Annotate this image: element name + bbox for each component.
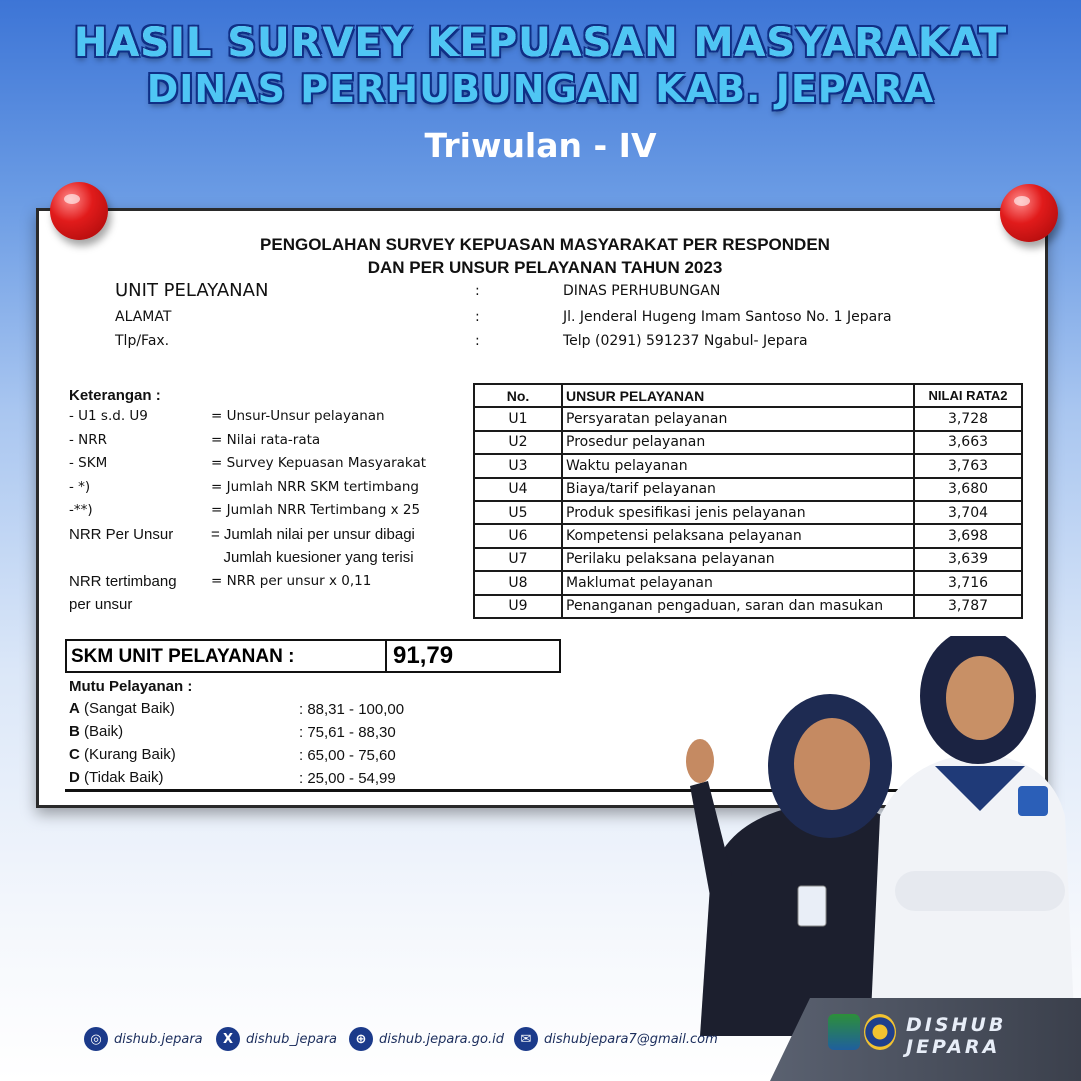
cell-unsur: Waktu pelayanan	[562, 454, 914, 477]
cell-no: U6	[474, 524, 562, 547]
mail-icon: ✉	[514, 1027, 538, 1051]
legend-def: = Nilai rata-rata	[211, 431, 321, 448]
legend-item	[69, 408, 385, 432]
table-row	[474, 548, 1022, 571]
legend-term: NRR tertimbang	[69, 572, 177, 590]
table-row	[474, 407, 1022, 430]
officer-right-crossed-arms	[895, 871, 1065, 911]
globe-icon: ⊕	[349, 1027, 373, 1051]
cell-no: U8	[474, 571, 562, 594]
table-row	[474, 501, 1022, 524]
mutu-title: Mutu Pelayanan :	[69, 678, 193, 695]
badge-icon	[1018, 786, 1048, 816]
mutu-desc: (Baik)	[79, 723, 124, 740]
legend-item	[69, 525, 415, 550]
id-card-icon	[798, 886, 826, 926]
table-row	[474, 478, 1022, 501]
cell-unsur: Biaya/tarif pelayanan	[562, 478, 914, 501]
header-nilai: NILAI RATA2	[914, 384, 1022, 407]
mutu-desc: (Tidak Baik)	[79, 769, 164, 786]
mutu-range: : 88,31 - 100,00	[299, 701, 405, 718]
title-line-1: HASIL SURVEY KEPUASAN MASYARAKAT	[73, 20, 1008, 66]
legend-item	[69, 572, 372, 597]
mutu-desc: (Sangat Baik)	[79, 700, 175, 717]
table-row	[474, 571, 1022, 594]
info-colon: :	[475, 309, 480, 325]
header-unsur: UNSUR PELAYANAN	[562, 384, 914, 407]
skm-value: 91,79	[393, 642, 454, 669]
x-handle[interactable]: dishub_jepara	[246, 1031, 338, 1047]
legend-title: Keterangan :	[69, 387, 161, 404]
cell-unsur: Persyaratan pelayanan	[562, 407, 914, 430]
mutu-range: : 25,00 - 54,99	[299, 770, 396, 787]
skm-result-box	[65, 639, 561, 673]
legend-def: = Unsur-Unsur pelayanan	[211, 408, 385, 424]
mutu-item	[69, 723, 396, 746]
unsur-table	[473, 383, 1023, 619]
dishub-emblem-icon	[864, 1014, 896, 1050]
title-line-2: DINAS PERHUBUNGAN KAB. JEPARA	[146, 67, 935, 111]
skm-divider	[385, 641, 387, 671]
info-colon: :	[475, 333, 480, 349]
mutu-item	[69, 700, 405, 723]
skm-label: SKM UNIT PELAYANAN :	[71, 646, 295, 667]
cell-no: U5	[474, 501, 562, 524]
info-label: Tlp/Fax.	[115, 333, 170, 349]
mutu-grade: A	[69, 700, 80, 717]
cell-unsur: Kompetensi pelaksana pelayanan	[562, 524, 914, 547]
mutu-grade: C	[69, 746, 80, 763]
pushpin-right-icon	[1000, 184, 1058, 242]
legend-term: per unsur	[69, 596, 133, 613]
officer-left-hand	[686, 739, 714, 783]
header-no: No.	[474, 384, 562, 407]
footer-website[interactable]	[349, 1026, 504, 1052]
jepara-emblem-icon	[828, 1014, 860, 1050]
legend-def: = Jumlah NRR SKM tertimbang	[211, 478, 419, 495]
document-heading	[39, 233, 1051, 279]
cell-nilai: 3,663	[914, 431, 1022, 454]
heading-line-2: DAN PER UNSUR PELAYANAN TAHUN 2023	[367, 258, 723, 277]
pushpin-left-icon	[50, 182, 108, 240]
instagram-handle[interactable]: dishub.jepara	[114, 1031, 203, 1047]
legend-term: NRR Per Unsur	[69, 525, 174, 543]
mutu-grade: D	[69, 769, 80, 786]
table-row	[474, 524, 1022, 547]
legend-term: - U1 s.d. U9	[69, 408, 148, 424]
cell-no: U2	[474, 431, 562, 454]
cell-nilai: 3,639	[914, 548, 1022, 571]
cell-no: U4	[474, 478, 562, 501]
officers-illustration	[680, 636, 1080, 1036]
cell-nilai: 3,680	[914, 478, 1022, 501]
info-colon: :	[475, 283, 480, 299]
legend	[69, 387, 427, 620]
legend-def: Jumlah kuesioner yang terisi	[211, 549, 414, 566]
cell-nilai: 3,716	[914, 571, 1022, 594]
table-row	[474, 595, 1022, 618]
mutu-range: : 75,61 - 88,30	[299, 724, 396, 741]
email-address[interactable]: dishubjepara7@gmail.com	[544, 1031, 718, 1047]
info-value: Telp (0291) 591237 Ngabul- Jepara	[563, 333, 808, 349]
footer-x[interactable]	[216, 1026, 337, 1052]
heading-line-1: PENGOLAHAN SURVEY KEPUASAN MASYARAKAT PER RESPONDEN	[260, 235, 830, 254]
mutu-range: : 65,00 - 75,60	[299, 747, 396, 764]
cell-nilai: 3,787	[914, 595, 1022, 618]
cell-no: U3	[474, 454, 562, 477]
table-row	[474, 431, 1022, 454]
instagram-icon: ◎	[84, 1027, 108, 1051]
brand-wordmark	[906, 1014, 1046, 1058]
info-value: Jl. Jenderal Hugeng Imam Santoso No. 1 Jepara	[563, 309, 892, 325]
legend-term: - SKM	[69, 455, 108, 471]
legend-def: = NRR per unsur x 0,11	[211, 572, 372, 589]
x-icon: X	[216, 1027, 240, 1051]
legend-item	[69, 431, 321, 456]
cell-nilai: 3,728	[914, 407, 1022, 430]
cell-unsur: Produk spesifikasi jenis pelayanan	[562, 501, 914, 524]
cell-unsur: Penanganan pengaduan, saran dan masukan	[562, 595, 914, 618]
subtitle: Triwulan - IV	[424, 126, 657, 165]
legend-item	[69, 549, 414, 573]
legend-item	[69, 455, 427, 479]
info-label: UNIT PELAYANAN	[115, 280, 269, 301]
table-header-row	[474, 384, 1022, 407]
mutu-item	[69, 746, 396, 769]
cell-nilai: 3,763	[914, 454, 1022, 477]
footer-email[interactable]	[514, 1026, 718, 1052]
table-row	[474, 454, 1022, 477]
legend-term: - *)	[69, 478, 91, 495]
officer-left-arm	[690, 781, 732, 896]
officer-right-face	[946, 656, 1014, 740]
info-value: DINAS PERHUBUNGAN	[563, 283, 721, 299]
footer-instagram[interactable]	[84, 1026, 203, 1052]
cell-no: U9	[474, 595, 562, 618]
website-url[interactable]: dishub.jepara.go.id	[379, 1031, 504, 1047]
legend-item	[69, 478, 419, 503]
mutu-grade: B	[69, 723, 80, 740]
cell-no: U7	[474, 548, 562, 571]
cell-unsur: Maklumat pelayanan	[562, 571, 914, 594]
legend-def: = Jumlah nilai per unsur dibagi	[211, 525, 415, 543]
legend-term: -**)	[69, 502, 93, 518]
cell-unsur: Prosedur pelayanan	[562, 431, 914, 454]
legend-item	[69, 596, 161, 620]
cell-nilai: 3,698	[914, 524, 1022, 547]
mutu-pelayanan	[69, 678, 405, 792]
legend-def: = Jumlah NRR Tertimbang x 25	[211, 502, 421, 518]
legend-def: = Survey Kepuasan Masyarakat	[211, 455, 427, 471]
officer-left-face	[794, 718, 870, 810]
brand-line-1: DISHUB	[906, 1014, 1007, 1036]
cell-nilai: 3,704	[914, 501, 1022, 524]
cell-no: U1	[474, 407, 562, 430]
mutu-desc: (Kurang Baik)	[79, 746, 176, 763]
info-label: ALAMAT	[115, 309, 172, 325]
brand-line-2: JEPARA	[906, 1036, 1001, 1058]
legend-item	[69, 502, 421, 526]
cell-unsur: Perilaku pelaksana pelayanan	[562, 548, 914, 571]
legend-term: - NRR	[69, 431, 108, 448]
